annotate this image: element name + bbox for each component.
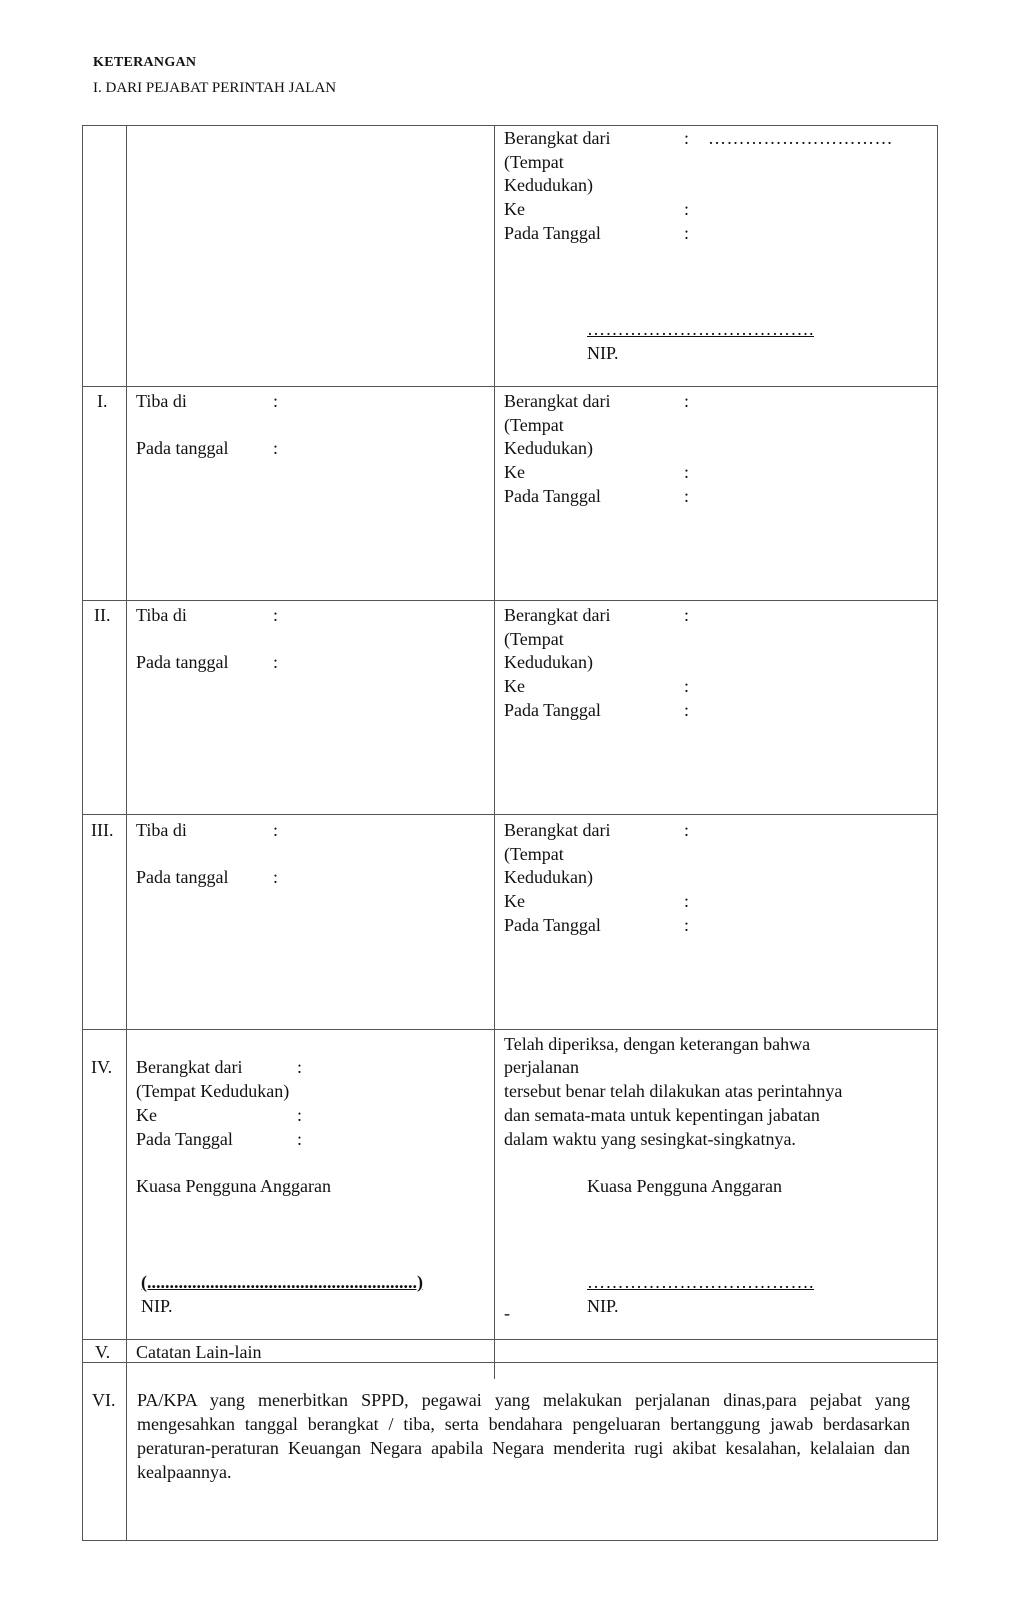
responsibility-note-text: PA/KPA yang menerbitkan SPPD, pegawai yang melakukan perjalanan dinas,para pejabat yang mengesahkan tanggal berangkat / tiba, serta bendahara pengeluaran bertanggung jawab berdasarkan peraturan-peraturan Keuangan Negara apabila Negara menderita rugi akibat kesalahan, kelalaian dan kealpaannya. — [137, 1390, 910, 1482]
colon: : — [684, 486, 690, 506]
signature-line: ………………………………. — [587, 319, 814, 339]
row-divider — [82, 600, 938, 601]
colon: : — [273, 867, 279, 887]
colon: : — [684, 700, 690, 720]
label-pada-tanggal: Pada Tanggal — [504, 223, 601, 243]
colon: : — [684, 605, 690, 625]
colon: : — [297, 1129, 303, 1149]
label-tempat: (Tempat — [504, 844, 564, 864]
colon: : — [684, 915, 690, 935]
row-number: IV. — [91, 1057, 113, 1077]
label-pada-tanggal: Pada Tanggal — [136, 1129, 233, 1149]
label-tiba-di: Tiba di — [136, 820, 187, 840]
catatan-lain-lain-label: Catatan Lain-lain — [136, 1342, 262, 1362]
label-ke: Ke — [504, 462, 525, 482]
signature-line: ………………………………. — [587, 1272, 814, 1292]
colon: : — [684, 891, 690, 911]
colon: : — [684, 676, 690, 696]
colon: : — [273, 820, 279, 840]
colon: : — [684, 223, 690, 243]
label-pada-tanggal: Pada Tanggal — [504, 486, 601, 506]
field-berangkat-dari[interactable]: ………………………… — [708, 128, 893, 148]
kuasa-pengguna-anggaran-label: Kuasa Pengguna Anggaran — [587, 1176, 782, 1196]
row-divider — [82, 1029, 938, 1030]
nip-label: NIP. — [141, 1296, 173, 1316]
label-pada-tanggal: Pada Tanggal — [504, 700, 601, 720]
verification-line-1: Telah diperiksa, dengan keterangan bahwa — [504, 1034, 811, 1054]
dash-mark: - — [504, 1303, 510, 1323]
label-pada-tanggal: Pada Tanggal — [504, 915, 601, 935]
label-kedudukan: Kedudukan) — [504, 867, 593, 887]
label-kedudukan: Kedudukan) — [504, 438, 593, 458]
verification-line-5: dalam waktu yang sesingkat-singkatnya. — [504, 1129, 796, 1149]
colon: : — [684, 391, 690, 411]
colon: : — [297, 1057, 303, 1077]
verification-line-4: dan semata-mata untuk kepentingan jabatan — [504, 1105, 820, 1125]
label-ke: Ke — [136, 1105, 157, 1125]
responsibility-note — [137, 1388, 910, 1484]
colon: : — [273, 652, 279, 672]
nip-label: NIP. — [587, 1296, 619, 1316]
kuasa-pengguna-anggaran-label: Kuasa Pengguna Anggaran — [136, 1176, 331, 1196]
label-pada-tanggal: Pada tanggal — [136, 438, 229, 458]
middle-column-divider — [494, 125, 495, 1379]
verification-line-3: tersebut benar telah dilakukan atas perintahnya — [504, 1081, 843, 1101]
label-ke: Ke — [504, 891, 525, 911]
colon: : — [273, 391, 279, 411]
colon: : — [297, 1105, 303, 1125]
label-tiba-di: Tiba di — [136, 605, 187, 625]
label-berangkat-dari: Berangkat dari — [136, 1057, 243, 1077]
row-number: VI. — [92, 1390, 116, 1410]
colon: : — [684, 462, 690, 482]
label-berangkat-dari: Berangkat dari — [504, 128, 611, 148]
row-divider — [82, 386, 938, 387]
label-tempat-kedudukan: (Tempat Kedudukan) — [136, 1081, 290, 1101]
row-divider — [82, 814, 938, 815]
label-kedudukan: Kedudukan) — [504, 175, 593, 195]
label-pada-tanggal: Pada tanggal — [136, 867, 229, 887]
label-tiba-di: Tiba di — [136, 391, 187, 411]
row-number: III. — [91, 820, 114, 840]
label-tempat: (Tempat — [504, 415, 564, 435]
label-kedudukan: Kedudukan) — [504, 652, 593, 672]
colon: : — [684, 820, 690, 840]
colon: : — [684, 128, 690, 148]
row-number: II. — [94, 605, 111, 625]
row-number: V. — [95, 1342, 111, 1362]
nip-label: NIP. — [587, 343, 619, 363]
document-subtitle: I. DARI PEJABAT PERINTAH JALAN — [93, 80, 337, 96]
row-number: I. — [97, 391, 108, 411]
colon: : — [684, 199, 690, 219]
label-pada-tanggal: Pada tanggal — [136, 652, 229, 672]
signature-line: (............................................................) — [141, 1272, 423, 1292]
colon: : — [273, 605, 279, 625]
label-berangkat-dari: Berangkat dari — [504, 820, 611, 840]
label-tempat: (Tempat — [504, 629, 564, 649]
label-berangkat-dari: Berangkat dari — [504, 391, 611, 411]
verification-line-2: perjalanan — [504, 1057, 579, 1077]
number-column-divider — [126, 125, 127, 1541]
document-title: KETERANGAN — [93, 55, 197, 70]
label-tempat: (Tempat — [504, 152, 564, 172]
colon: : — [273, 438, 279, 458]
label-berangkat-dari: Berangkat dari — [504, 605, 611, 625]
label-ke: Ke — [504, 676, 525, 696]
label-ke: Ke — [504, 199, 525, 219]
